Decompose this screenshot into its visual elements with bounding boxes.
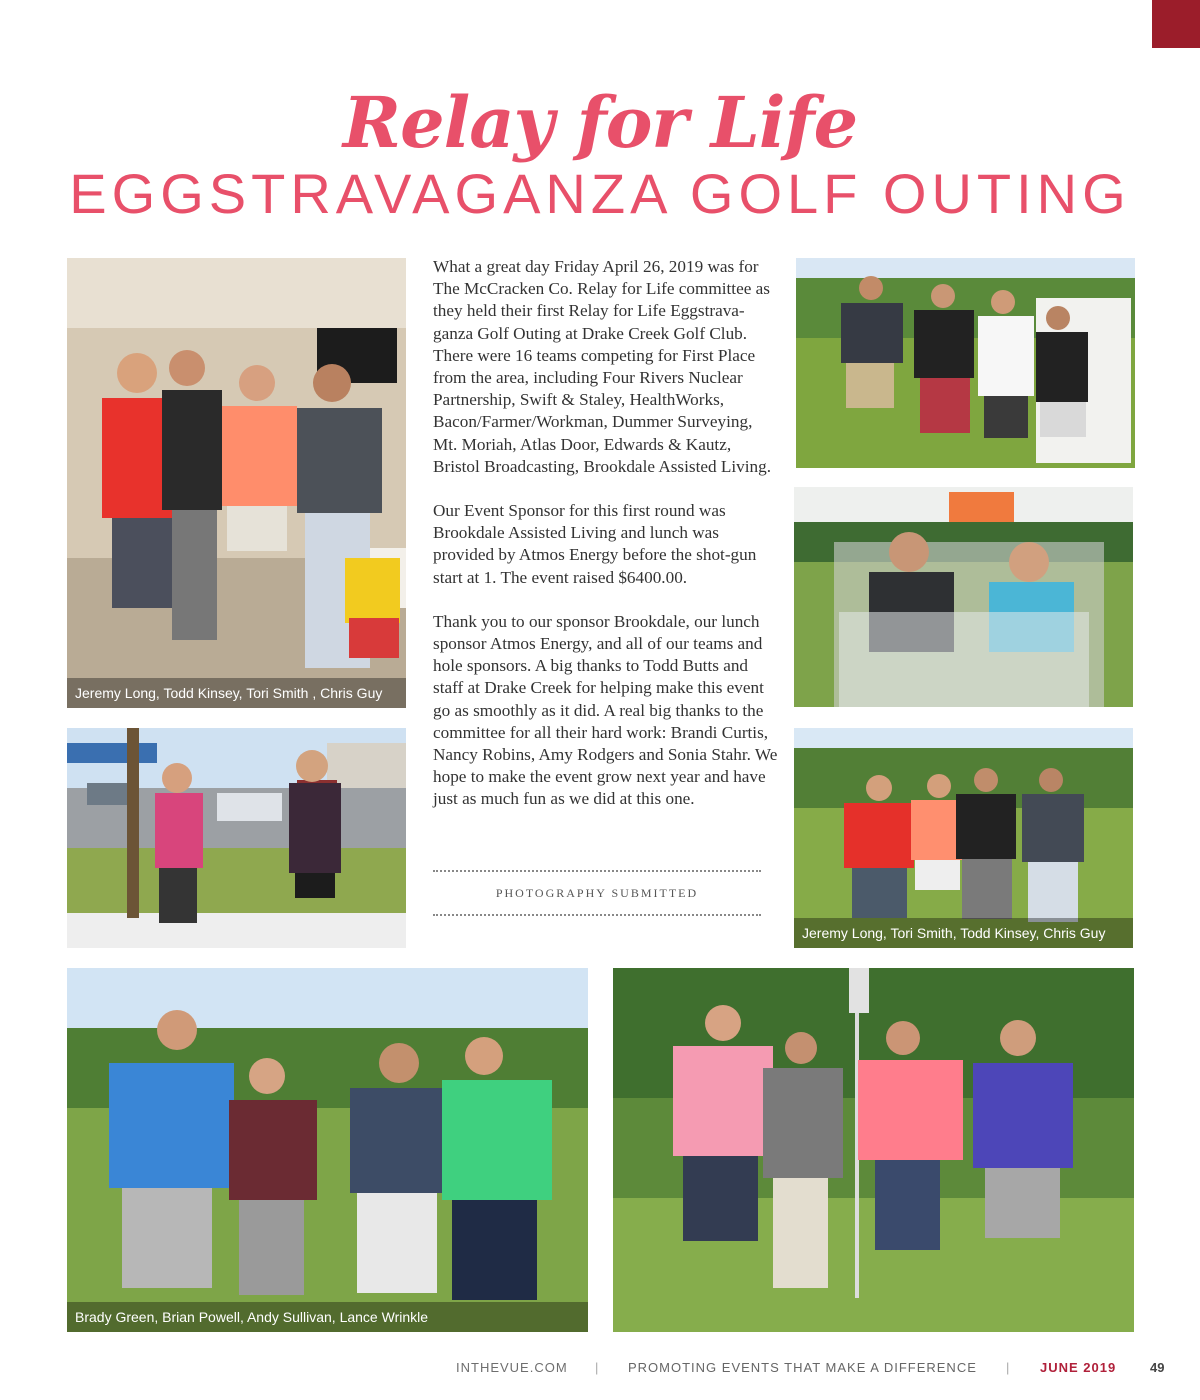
photo-parking-lot bbox=[67, 728, 406, 948]
article-paragraph: Our Event Sponsor for this first round was Brookdale Assisted Living and lunch was provided by Atmos Energy before the shot-gun start at 1. The event raised $6400.00. bbox=[433, 501, 757, 587]
photo-golfcart-group bbox=[796, 258, 1135, 468]
footer-site[interactable]: INTHEVUE.COM bbox=[456, 1360, 568, 1375]
photo-course-group bbox=[794, 728, 1133, 948]
divider bbox=[433, 870, 761, 872]
footer-separator: | bbox=[1006, 1360, 1010, 1375]
photo-credit-text: PHOTOGRAPHY SUBMITTED bbox=[495, 886, 699, 900]
photo-indoor-group bbox=[67, 258, 406, 708]
footer-tagline: PROMOTING EVENTS THAT MAKE A DIFFERENCE bbox=[628, 1360, 977, 1375]
article-paragraph: What a great day Friday April 26, 2019 was for The McCracken Co. Relay for Life committee as they held their first Relay for Life Eggstrava-ganza Golf Outing at Drake Creek Golf Club. There were 16 teams competing for First Place from the area, including Four Rivers Nuclear Partnership, Swift & Staley, HealthWorks, Bacon/Farmer/Workman, Dummer Surveying, Mt. Moriah, Atlas Door, Edwards & Kautz, Bristol Broadcasting, Brookdale Assisted Living. bbox=[433, 257, 771, 476]
page-footer bbox=[0, 1356, 1200, 1380]
photo-caption: Brady Green, Brian Powell, Andy Sullivan, Lance Wrinkle bbox=[67, 1302, 588, 1332]
photo-golfcart-drivers bbox=[794, 487, 1133, 707]
page-number: 49 bbox=[1150, 1360, 1165, 1375]
footer-issue: JUNE 2019 bbox=[1040, 1360, 1117, 1375]
footer-separator: | bbox=[595, 1360, 599, 1375]
photo-credit bbox=[433, 868, 761, 918]
photo-bottom-left-foursome bbox=[67, 968, 588, 1332]
photo-caption: Jeremy Long, Tori Smith, Todd Kinsey, Chris Guy bbox=[794, 918, 1133, 948]
divider bbox=[433, 914, 761, 916]
article-paragraph: Thank you to our sponsor Brookdale, our lunch sponsor Atmos Energy, and all of our teams and hole sponsors. A big thanks to Todd Butts and staff at Drake Creek for helping make this event go as smoothly as it did. A real big thanks to the committee for all their hard work: Brandi Curtis, Nancy Robins, Amy Rodgers and Sonia Stahr. We hope to make the event grow next year and have just as much fun as we did at this one. bbox=[433, 611, 778, 809]
script-title: Relay for Life bbox=[342, 81, 858, 164]
article-body bbox=[433, 256, 778, 833]
page-corner-tab bbox=[1152, 0, 1200, 48]
main-title: EGGSTRAVAGANZA GOLF OUTING bbox=[69, 162, 1131, 225]
photo-bottom-right-foursome bbox=[613, 968, 1134, 1332]
photo-caption: Jeremy Long, Todd Kinsey, Tori Smith , Chris Guy bbox=[67, 678, 406, 708]
